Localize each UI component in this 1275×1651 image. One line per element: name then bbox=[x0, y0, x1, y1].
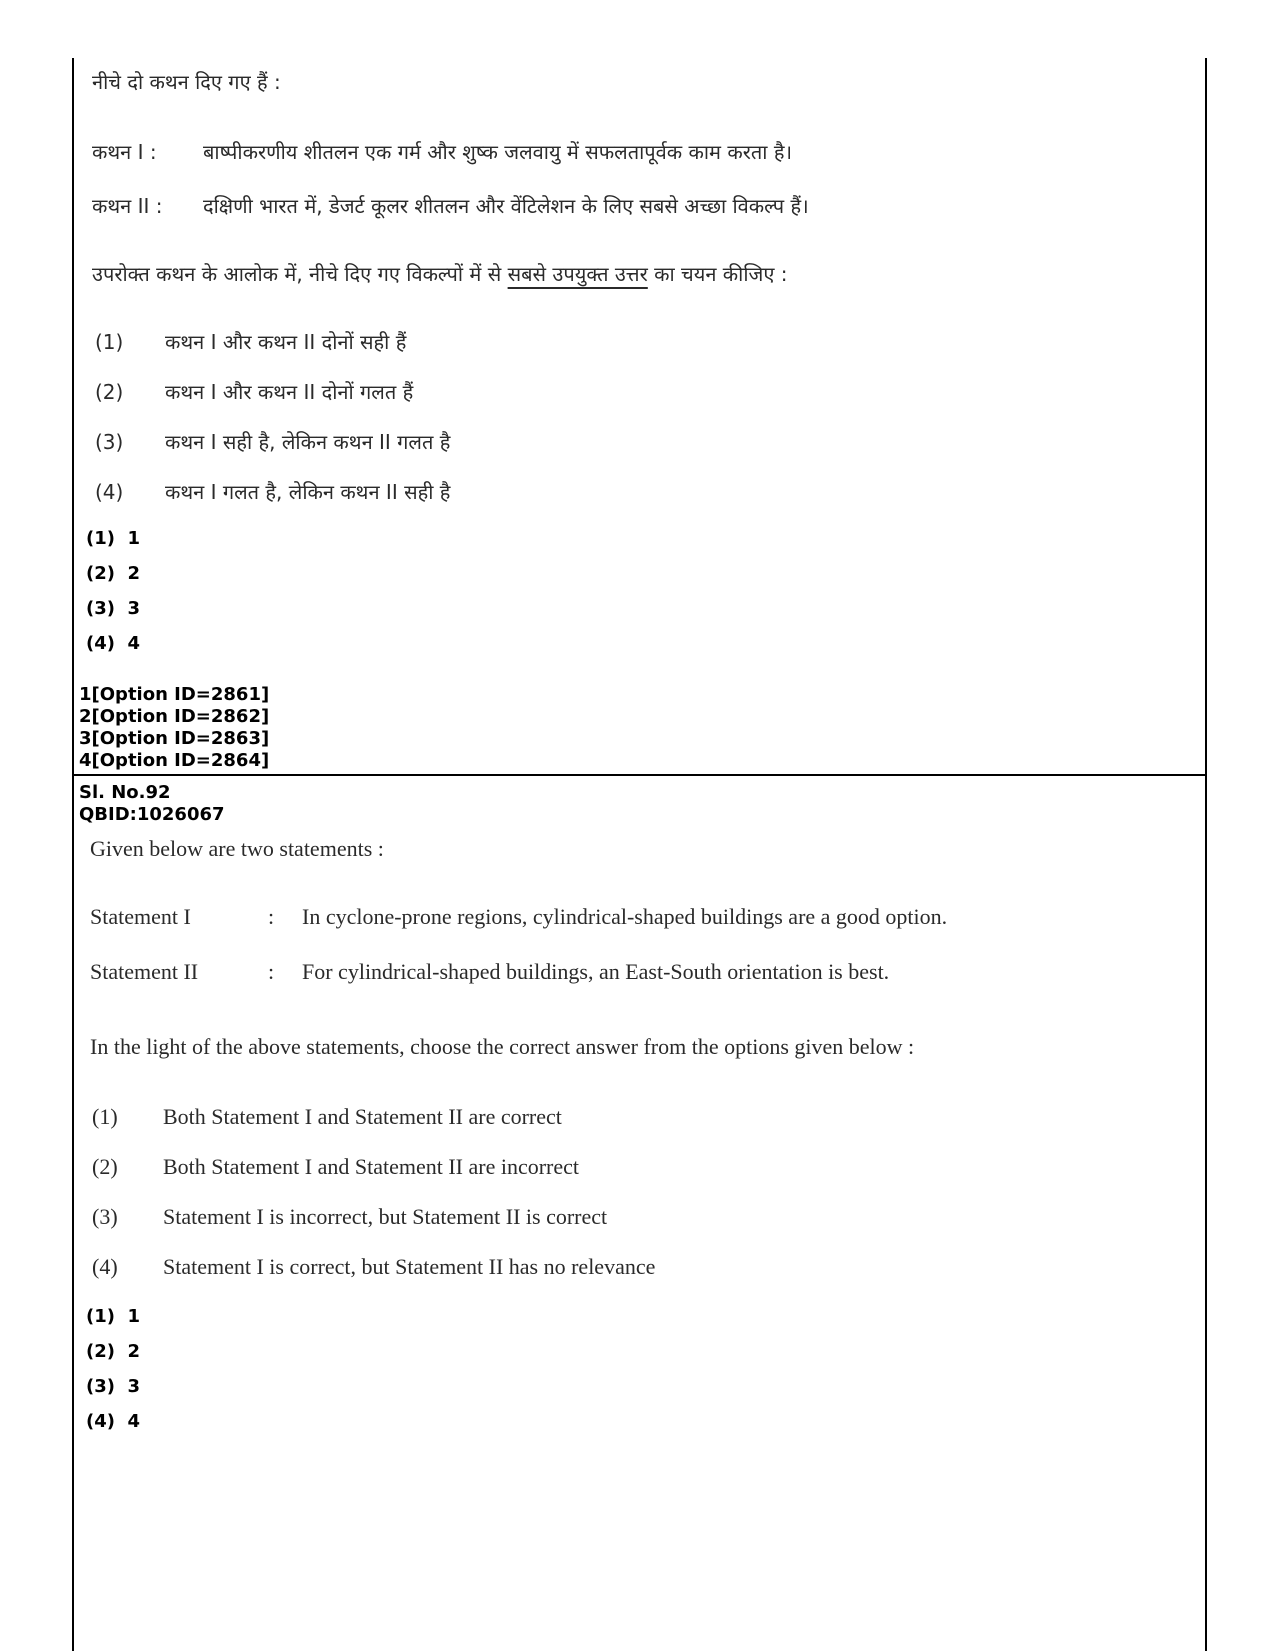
q92-intro: Given below are two statements : bbox=[90, 836, 384, 861]
q91-option-id: 1[Option ID=2861] bbox=[79, 684, 270, 705]
q91-statement2-label: कथन II : bbox=[92, 194, 163, 218]
q92-question: In the light of the above statements, choose the correct answer from the options given below : bbox=[90, 1034, 915, 1059]
q91-choice-num: (1) bbox=[95, 330, 124, 354]
q92-statement2-text: For cylindrical-shaped buildings, an East-South orientation is best. bbox=[302, 959, 890, 984]
q91-choice-text: कथन I गलत है, लेकिन कथन II सही है bbox=[165, 480, 451, 504]
q91-choice-num: (2) bbox=[95, 380, 124, 404]
q91-intro: नीचे दो कथन दिए गए हैं : bbox=[92, 70, 281, 94]
q91-answer-option: (4) 4 bbox=[86, 633, 141, 654]
q92-choice-num: (2) bbox=[92, 1154, 118, 1179]
q91-option-id: 3[Option ID=2863] bbox=[79, 728, 270, 749]
q91-question-post: का चयन कीजिए : bbox=[647, 262, 788, 286]
q92-serial-number: Sl. No.92 bbox=[79, 782, 171, 803]
q92-answer-option: (2) 2 bbox=[86, 1341, 141, 1362]
right-border bbox=[1205, 58, 1207, 1651]
q91-choice-num: (3) bbox=[95, 430, 124, 454]
q92-statement2-colon: : bbox=[268, 959, 275, 984]
q91-choice-text: कथन I सही है, लेकिन कथन II गलत है bbox=[165, 430, 451, 454]
q92-choice-num: (1) bbox=[92, 1104, 118, 1129]
q92-qbid: QBID:1026067 bbox=[79, 804, 225, 825]
q92-statement2-label: Statement II bbox=[90, 959, 199, 984]
q92-statement1-colon: : bbox=[268, 904, 275, 929]
q92-choice-text: Statement I is incorrect, but Statement II is correct bbox=[163, 1204, 608, 1229]
q92-choice-num: (3) bbox=[92, 1204, 118, 1229]
q91-answer-option: (2) 2 bbox=[86, 563, 141, 584]
q91-choice-num: (4) bbox=[95, 480, 124, 504]
q91-option-id: 4[Option ID=2864] bbox=[79, 750, 270, 771]
q92-choice-text: Both Statement I and Statement II are incorrect bbox=[163, 1154, 580, 1179]
q91-question bbox=[92, 260, 788, 287]
q91-option-id: 2[Option ID=2862] bbox=[79, 706, 270, 727]
q91-answer-option: (3) 3 bbox=[86, 598, 141, 619]
q92-answer-option: (3) 3 bbox=[86, 1376, 141, 1397]
q92-statement1-label: Statement I bbox=[90, 904, 191, 929]
q91-choice-text: कथन I और कथन II दोनों गलत हैं bbox=[165, 380, 414, 404]
q92-choice-text: Statement I is correct, but Statement II has no relevance bbox=[163, 1254, 656, 1279]
q92-choice-num: (4) bbox=[92, 1254, 118, 1279]
question-divider bbox=[72, 774, 1207, 776]
q92-choice-text: Both Statement I and Statement II are correct bbox=[163, 1104, 562, 1129]
q92-statement1-text: In cyclone-prone regions, cylindrical-shaped buildings are a good option. bbox=[302, 904, 948, 929]
q91-statement1-text: बाष्पीकरणीय शीतलन एक गर्म और शुष्क जलवायु में सफलतापूर्वक काम करता है। bbox=[203, 140, 793, 164]
q92-answer-option: (4) 4 bbox=[86, 1411, 141, 1432]
left-border bbox=[72, 58, 74, 1651]
q91-answer-option: (1) 1 bbox=[86, 528, 141, 549]
q91-statement1-label: कथन I : bbox=[92, 140, 157, 164]
q92-answer-option: (1) 1 bbox=[86, 1306, 141, 1327]
q91-statement2-text: दक्षिणी भारत में, डेजर्ट कूलर शीतलन और वेंटिलेशन के लिए सबसे अच्छा विकल्प हैं। bbox=[203, 194, 809, 218]
q91-choice-text: कथन I और कथन II दोनों सही हैं bbox=[165, 330, 407, 354]
q91-question-underlined: सबसे उपयुक्त उत्तर bbox=[507, 262, 648, 286]
q91-question-pre: उपरोक्त कथन के आलोक में, नीचे दिए गए विकल्पों में से bbox=[92, 262, 508, 286]
